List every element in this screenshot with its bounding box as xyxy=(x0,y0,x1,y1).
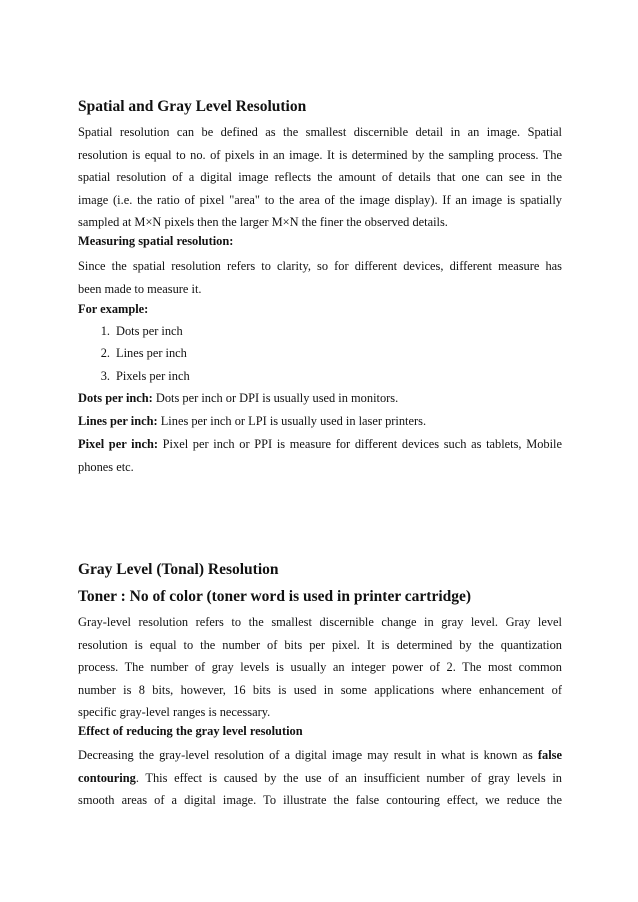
measuring-heading: Measuring spatial resolution: xyxy=(78,234,234,248)
text-line: process. The number of gray levels is usually an integer power of 2. The most common xyxy=(78,660,562,675)
text-line: Since the spatial resolution refers to clarity, so for different devices, different measure has xyxy=(78,259,562,273)
effect-paragraph xyxy=(78,744,562,812)
example-list xyxy=(78,320,190,387)
definition-dpi: Dots per inch: Dots per inch or DPI is usually used in monitors. xyxy=(78,391,399,405)
text-line: resolution is equal to the number of bits per pixel. It is determined by the quantization xyxy=(78,637,562,652)
list-item: 3. Pixels per inch xyxy=(100,368,190,383)
text-line: number is 8 bits, however, 16 bits is used in some applications where enhancement of xyxy=(78,682,562,697)
text-line: resolution is equal to no. of pixels in an image. It is determined by the sampling process. The xyxy=(78,147,562,162)
text-line: image (i.e. the ratio of pixel "area" to the area of the image display). If an image is spatially xyxy=(78,192,562,207)
text-line: Decreasing the gray-level resolution of a digital image may result in what is known as false xyxy=(78,748,562,762)
section-title-gray-level: Gray Level (Tonal) Resolution xyxy=(78,561,279,578)
section-subtitle-toner: Toner : No of color (toner word is used in printer cartridge) xyxy=(78,588,472,605)
effect-heading: Effect of reducing the gray level resolution xyxy=(78,724,303,738)
text-line: sampled at M×N pixels then the larger M×N the finer the observed details. xyxy=(78,215,448,230)
definition-ppi: Pixel per inch: Pixel per inch or PPI is measure for different devices such as tablets, Mobile phones etc. xyxy=(78,437,562,474)
text-line: Spatial resolution can be defined as the smallest discernible detail in an image. Spatial xyxy=(78,125,562,139)
gray-level-intro-paragraph xyxy=(78,611,562,724)
text-line: contouring. This effect is caused by the use of an insufficient number of gray levels in xyxy=(78,770,562,785)
definition-lpi: Lines per inch: Lines per inch or LPI is usually used in laser printers. xyxy=(78,414,427,428)
text-line: spatial resolution of a digital image reflects the amount of details that one can see in the xyxy=(78,170,562,185)
text-line: been made to measure it. xyxy=(78,281,202,296)
section-title-spatial: Spatial and Gray Level Resolution xyxy=(78,98,307,115)
text-line: specific gray-level ranges is necessary. xyxy=(78,705,271,720)
example-heading: For example: xyxy=(78,302,149,316)
text-line: smooth areas of a digital image. To illustrate the false contouring effect, we reduce the xyxy=(78,793,562,808)
list-item: 1. Dots per inch xyxy=(100,324,183,338)
measuring-paragraph xyxy=(78,255,562,300)
list-item: 2. Lines per inch xyxy=(100,346,187,361)
spatial-intro-paragraph xyxy=(78,121,562,234)
text-line: Gray-level resolution refers to the smallest discernible change in gray level. Gray level xyxy=(78,615,562,629)
